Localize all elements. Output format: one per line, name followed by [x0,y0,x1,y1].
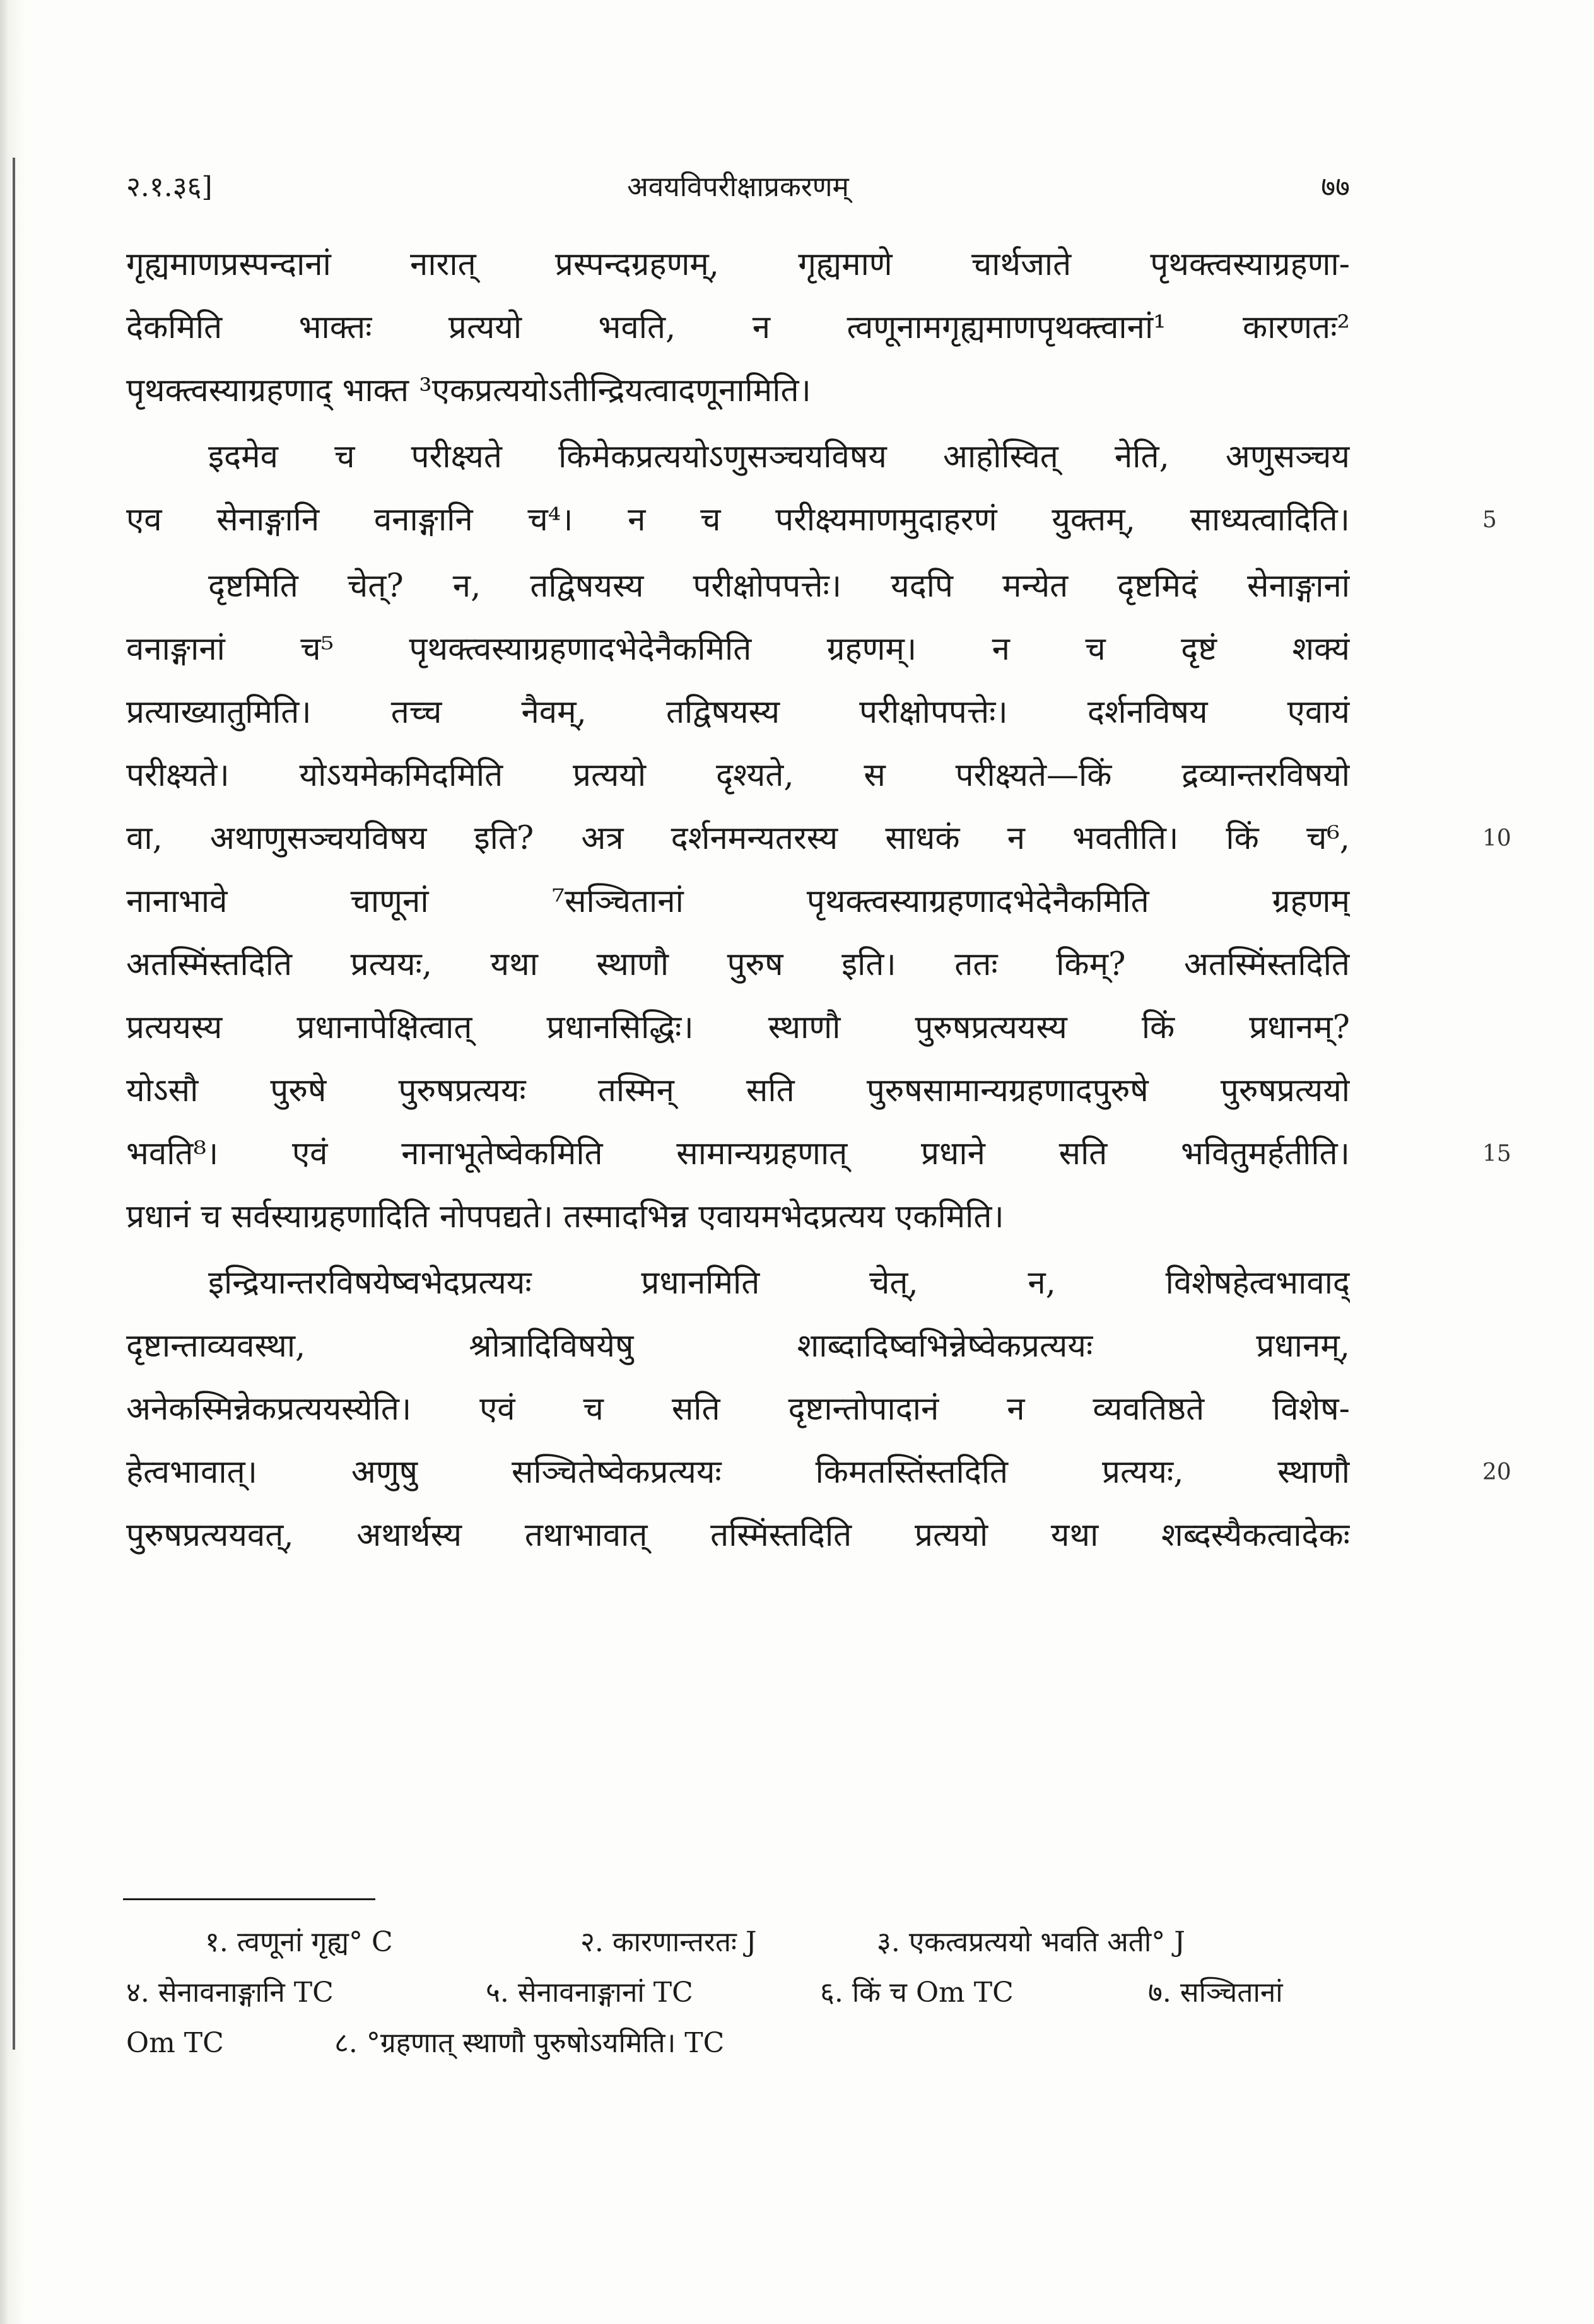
footnote: २. कारणान्तरतः J [580,1926,757,1958]
text-line: नानाभावे चाणूनां ⁷सञ्चितानां पृथक्त्वस्याग्रहणादभेदेनैकमिति ग्रहणम् [126,883,1350,920]
footnote: ४. सेनावनाङ्गानि TC [126,1977,334,2009]
section-reference: २.१.३६] [126,171,213,203]
running-header [126,165,1350,216]
line-number: 20 [1482,1459,1511,1485]
text-line: इन्द्रियान्तरविषयेष्वभेदप्रत्ययः प्रधानमिति चेत्, न, विशेषहेत्वभावाद् [208,1264,1350,1302]
footnote: ८. °ग्रहणात् स्थाणौ पुरुषोऽयमिति। TC [334,2027,725,2059]
text-line: योऽसौ पुरुषे पुरुषप्रत्ययः तस्मिन् सति पुरुषसामान्यग्रहणादपुरुषे पुरुषप्रत्ययो [126,1072,1350,1109]
text-line: अतस्मिंस्तदिति प्रत्ययः, यथा स्थाणौ पुरुष इति। ततः किम्? अतस्मिंस्तदिति [126,946,1350,983]
text-line: गृह्यमाणप्रस्पन्दानां नारात् प्रस्पन्दग्रहणम्, गृह्यमाणे चार्थजाते पृथक्त्वस्याग्रहणा- [126,246,1350,283]
line-number: 10 [1482,826,1511,851]
text-line: पृथक्त्वस्याग्रहणाद् भाक्त ³एकप्रत्ययोऽतीन्द्रियत्वादणूनामिति। [126,372,811,409]
footnote-row [126,1917,1350,1968]
page-number: ७७ [1321,171,1350,203]
text-line: एव सेनाङ्गानि वनाङ्गानि च⁴। न च परीक्ष्यमाणमुदाहरणं युक्तम्, साध्यत्वादिति। [126,501,1350,539]
text-line: देकमिति भाक्तः प्रत्ययो भवति, न त्वणूनामगृह्यमाणपृथक्त्वानां¹ कारणतः² [126,309,1350,346]
footnote: ६. किं च Om TC [820,1977,1014,2009]
text-line: प्रत्याख्यातुमिति। तच्च नैवम्, तद्विषयस्य परीक्षोपपत्तेः। दर्शनविषय एवायं [126,694,1350,731]
footnote-separator [123,1898,375,1900]
text-line: भवति⁸। एवं नानाभूतेष्वेकमिति सामान्यग्रहणात् प्रधाने सति भवितुमर्हतीति। [126,1135,1350,1172]
text-line: इदमेव च परीक्ष्यते किमेकप्रत्ययोऽणुसञ्चयविषय आहोस्वित् नेति, अणुसञ्चय [208,438,1350,476]
text-line: पुरुषप्रत्ययवत्, अथार्थस्य तथाभावात् तस्मिंस्तदिति प्रत्ययो यथा शब्दस्यैकत्वादेकः [126,1517,1350,1554]
footnote: Om TC [126,2027,224,2059]
text-line: परीक्ष्यते। योऽयमेकमिदमिति प्रत्ययो दृश्यते, स परीक्ष्यते—किं द्रव्यान्तरविषयो [126,757,1350,794]
line-number: 15 [1482,1141,1511,1167]
text-line: प्रधानं च सर्वस्याग्रहणादिति नोपपद्यते। तस्मादभिन्न एवायमभेदप्रत्यय एकमिति। [126,1198,1004,1235]
text-line: अनेकस्मिन्नेकप्रत्ययस्येति। एवं च सति दृष्टान्तोपादानं न व्यवतिष्ठते विशेष- [126,1391,1350,1428]
text-line: वा, अथाणुसञ्चयविषय इति? अत्र दर्शनमन्यतरस्य साधकं न भवतीति। किं च⁶, [126,820,1350,857]
text-line: दृष्टमिति चेत्? न, तद्विषयस्य परीक्षोपपत्तेः। यदपि मन्येत दृष्टमिदं सेनाङ्गानां [208,568,1350,605]
text-line: दृष्टान्ताव्यवस्था, श्रोत्रादिविषयेषु शाब्दादिष्वभिन्नेष्वेकप्रत्ययः प्रधानम्, [126,1328,1350,1365]
footnote: १. त्वणूनां गृह्य° C [205,1926,393,1958]
footnote-row [126,1968,1350,2018]
text-line: प्रत्ययस्य प्रधानापेक्षित्वात् प्रधानसिद्धिः। स्थाणौ पुरुषप्रत्ययस्य किं प्रधानम्? [126,1009,1350,1046]
footnote: ५. सेनावनाङ्गानां TC [486,1977,693,2009]
footnote: ७. सञ्चितानां [1148,1977,1283,2009]
text-line: हेत्वभावात्। अणुषु सञ्चितेष्वेकप्रत्ययः किमतस्तिंस्तदिति प्रत्ययः, स्थाणौ [126,1454,1350,1491]
line-number: 5 [1482,507,1497,533]
chapter-title: अवयविपरीक्षाप्रकरणम् [627,171,849,203]
text-line: वनाङ्गानां च⁵ पृथक्त्वस्याग्रहणादभेदेनैकमिति ग्रहणम्। न च दृष्टं शक्यं [126,631,1350,668]
binding-edge-line [13,158,15,2050]
footnote-row [126,2018,1350,2069]
footnote: ३. एकत्वप्रत्ययो भवति अती° J [877,1926,1185,1958]
